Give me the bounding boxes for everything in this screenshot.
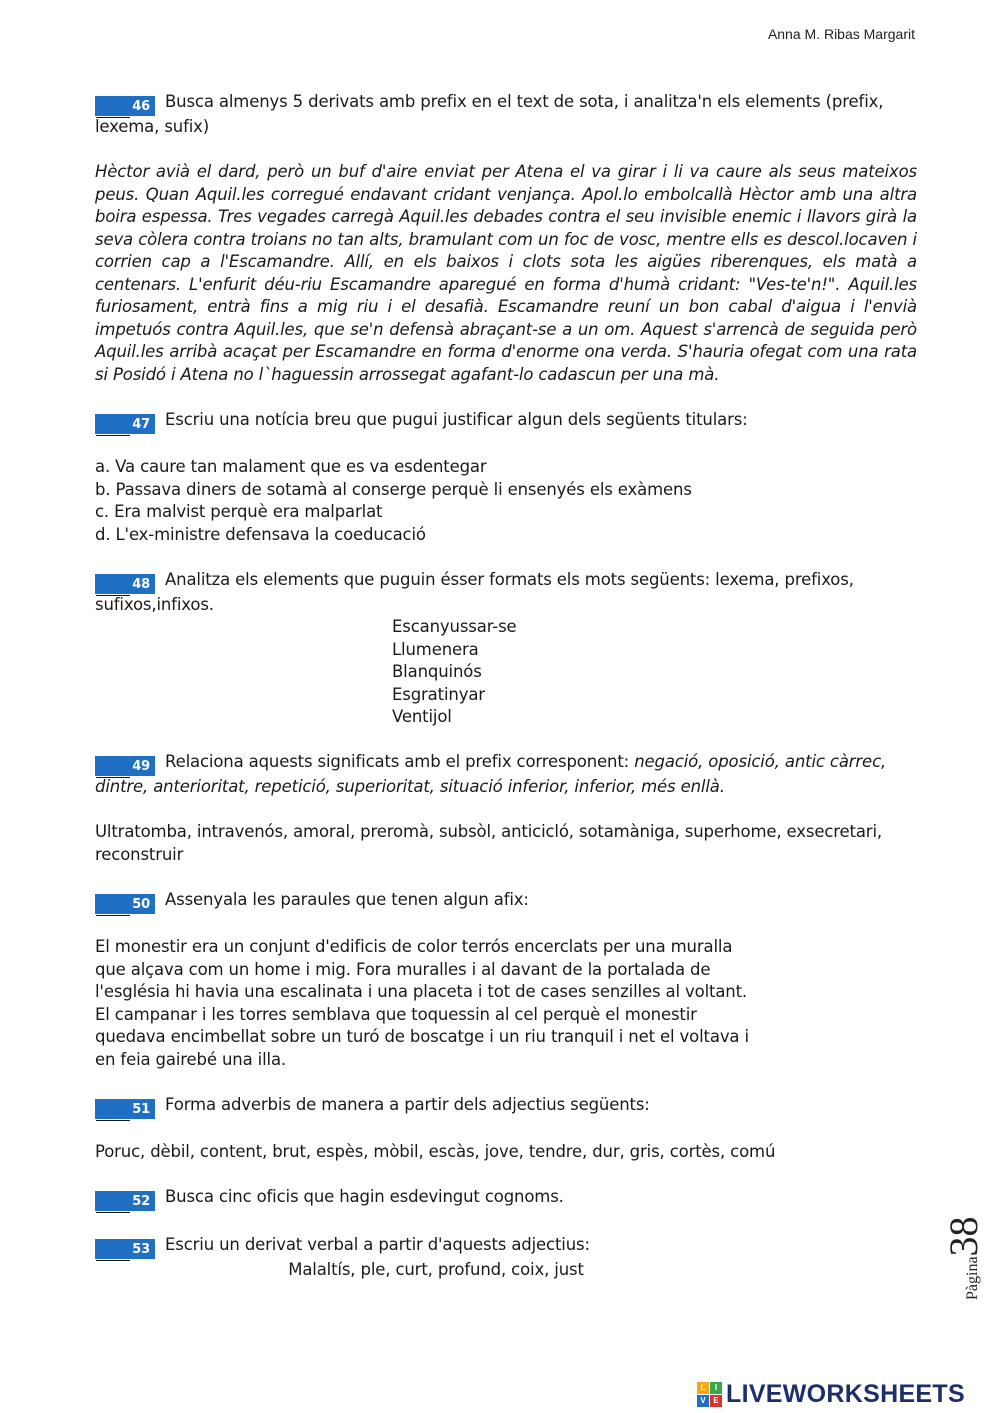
question-47: [95, 409, 917, 434]
question-53: [95, 1234, 917, 1259]
question-49-words: Ultratomba, intravenós, amoral, preromà, subsòl, anticicló, sotamàniga, superhome, exsecretari, reconstruir: [95, 822, 882, 864]
worksheet-content: [95, 91, 917, 1281]
question-51: [95, 1094, 917, 1119]
text-line: quedava encimbellat sobre un turó de boscatge i un riu tranquil i net el voltava i: [95, 1027, 749, 1046]
word-item: Llumenera: [392, 639, 479, 659]
question-52-instruction: Busca cinc oficis que hagin esdevingut cognoms.: [165, 1187, 564, 1206]
logo-letter: L: [697, 1382, 709, 1394]
question-46: [95, 91, 917, 139]
question-49: [95, 751, 917, 799]
liveworksheets-logo: [697, 1378, 965, 1410]
question-49-meanings: negació, oposició, antic càrrec, dintre, anterioritat, repetició, superioritat, situació inferior, inferior, més enllà.: [95, 752, 887, 796]
headline-option: d. L'ex-ministre defensava la coeducació: [95, 524, 426, 544]
text-line: El monestir era un conjunt d'edificis de color terrós encerclats per una muralla: [95, 937, 733, 956]
question-50: [95, 889, 917, 914]
answer-box-46[interactable]: 46: [95, 96, 155, 116]
headline-option: a. Va caure tan malament que es va esdentegar: [95, 457, 487, 476]
question-53-instruction: Escriu un derivat verbal a partir d'aquests adjectius:: [165, 1234, 590, 1254]
word-item: Blanquinós: [392, 662, 482, 681]
word-item: Ventijol: [392, 707, 452, 726]
author-header: Anna M. Ribas Margarit: [767, 26, 915, 42]
answer-box-49[interactable]: 49: [95, 756, 155, 776]
question-47-instruction: Escriu una notícia breu que pugui justificar algun dels següents titulars:: [165, 409, 748, 429]
question-53-words: Malaltís, ple, curt, profund, coix, just: [288, 1259, 584, 1279]
page-number: [940, 1216, 987, 1300]
answer-box-53[interactable]: 53: [95, 1239, 155, 1259]
question-51-words: Poruc, dèbil, content, brut, espès, mòbil, escàs, jove, tendre, dur, gris, cortès, comú: [95, 1142, 776, 1161]
question-48-instruction: Analitza els elements que puguin ésser formats els mots següents: lexema, prefixos, sufixos,infixos.: [95, 569, 854, 614]
question-46-text: Hèctor avià el dard, però un buf d'aire enviat per Atena el va girar i li va caure als seus mateixos peus. Quan Aquil.les corregué endavant cridant venjança. Apol.lo embolcallà Hèctor amb una altra boira espessa. Tres vegades carregà Aquil.les debades contra el seu invisible enemic i llavors girà la seva còlera contra troians no tan alts, bramulant com un foc de vosc, mentre ells es descol.locaven i corrien cap a l'Escamandre. Allí, en els baixos i clots sota les aigües riberenques, els matà a centenars. L'enfurit déu-riu Escamandre aparegué en forma d'humà cridant: "Ves-te'n!". Aquil.les furiosament, entrà fins a mig riu i el desafià. Escamandre reuní un bon cabal d'aigua i l'envià impetuós contra Aquil.les, que se'n defensà abraçant-se a un om. Aquest s'arrencà de seguida però Aquil.les arribà acaçat per Escamandre en forma d'enorme ona verda. S'hauria ofegat com una rata si Posidó i Atena no l`haguessin arrossegat agafant-lo cadascun per una mà.: [95, 162, 917, 384]
page-number-value: 38: [941, 1216, 986, 1257]
question-52: [95, 1186, 917, 1211]
headline-option: b. Passava diners de sotamà al conserge perquè li ensenyés els exàmens: [95, 479, 692, 499]
word-item: Esgratinyar: [392, 684, 485, 704]
question-51-instruction: Forma adverbis de manera a partir dels adjectius següents:: [165, 1094, 650, 1114]
text-line: El campanar i les torres semblava que toquessin al cel perquè el monestir: [95, 1004, 697, 1024]
logo-blocks-icon: [697, 1382, 722, 1407]
page-label: Pàgina: [964, 1256, 981, 1300]
text-line: l'església hi havia una escalinata i una placeta i tot de cases senzilles al voltant.: [95, 982, 748, 1001]
question-46-instruction: Busca almenys 5 derivats amb prefix en el text de sota, i analitza'n els elements (prefix, lexema, sufix): [95, 92, 884, 136]
question-50-instruction: Assenyala les paraules que tenen algun afix:: [165, 889, 529, 909]
word-item: Escanyussar-se: [392, 617, 517, 636]
text-line: en feia gairebé una illa.: [95, 1049, 286, 1069]
answer-box-50[interactable]: 50: [95, 894, 155, 914]
question-48: [95, 569, 917, 617]
text-line: que alçava com un home i mig. Fora muralles i al davant de la portalada de: [95, 959, 711, 979]
answer-box-51[interactable]: 51: [95, 1099, 155, 1119]
question-49-instruction: Relaciona aquests significats amb el prefix corresponent:: [165, 752, 635, 771]
answer-box-52[interactable]: 52: [95, 1191, 155, 1211]
logo-letter: I: [710, 1382, 722, 1394]
logo-letter: E: [710, 1395, 722, 1407]
answer-box-48[interactable]: 48: [95, 574, 155, 594]
headline-option: c. Era malvist perquè era malparlat: [95, 502, 383, 521]
answer-box-47[interactable]: 47: [95, 414, 155, 434]
logo-text: LIVEWORKSHEETS: [726, 1379, 965, 1408]
logo-letter: V: [697, 1395, 709, 1407]
